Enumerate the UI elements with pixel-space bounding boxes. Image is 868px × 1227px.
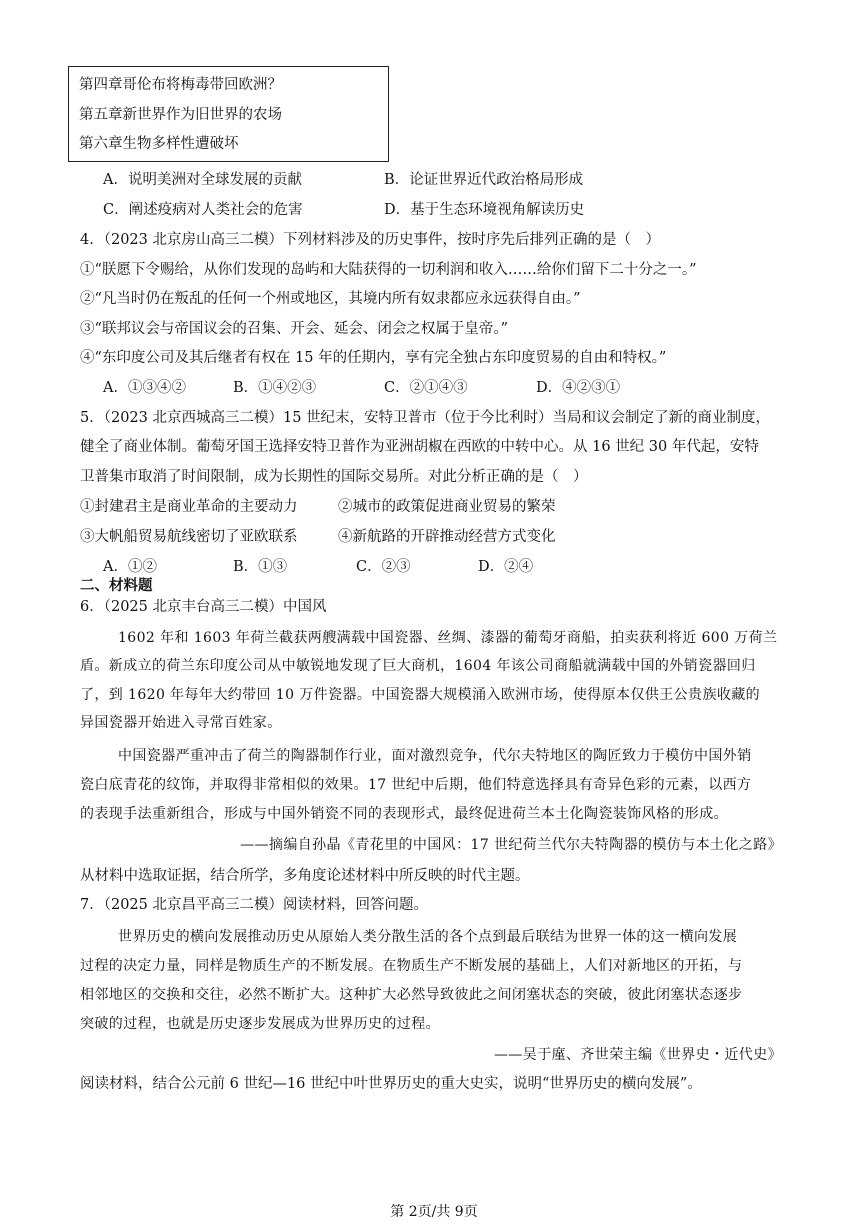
q7-material-line-2: 过程的决定力量，同样是物质生产的不断发展。在物质生产不断发展的基础上，人们对新地区的开拓，与 [80, 958, 743, 974]
q3-option-b: B．论证世界近代政治格局形成 [384, 172, 584, 188]
q5-stem-line-1: 5．（2023 北京西城高三二模）15 世纪末，安特卫普市（位于今比利时）当局和议会制定了新的商业制度， [80, 410, 771, 426]
q5-item-4: ④新航路的开辟推动经营方式变化 [338, 529, 556, 545]
q4-stem: 4．（2023 北京房山高三二模）下列材料涉及的历史事件，按时序先后排列正确的是（ ） [80, 232, 660, 248]
page-number: 第 2页/共 9页 [390, 1204, 478, 1220]
section-title: 二、材料题 [80, 577, 153, 594]
chapter-4: 第四章哥伦布将梅毒带回欧洲？ [79, 77, 282, 93]
q6-source: ——摘编自孙晶《青花里的中国风：17 世纪荷兰代尔夫特陶器的模仿与本土化之路》 [240, 837, 782, 853]
q5-option-c: C．②③ [356, 559, 411, 575]
q5-option-a: A．①② [103, 559, 157, 575]
q6-material-line-2: 盾。新成立的荷兰东印度公司从中敏锐地发现了巨大商机，1604 年该公司商船就满载中国的外销瓷器回归 [80, 658, 756, 674]
q6-stem: 6．（2025 北京丰台高三二模）中国风 [80, 599, 327, 615]
q6-material-line-7: 的表现手法重新组合，形成与中国外销瓷不同的表现形式，最终促进荷兰本土化陶瓷装饰风格的形成。 [80, 806, 728, 822]
q7-stem: 7．（2025 北京昌平高三二模）阅读材料，回答问题。 [80, 897, 428, 913]
q3-option-c: C．阐述疫病对人类社会的危害 [103, 202, 303, 218]
q4-item-2: ②“凡当时仍在叛乱的任何一个州或地区，其境内所有奴隶都应永远获得自由。” [80, 291, 581, 307]
q5-option-d: D．②④ [478, 559, 534, 575]
q5-stem-line-2: 健全了商业体制。葡萄牙国王选择安特卫普作为亚洲胡椒在西欧的中转中心。从 16 世纪 30 年代起，安特 [80, 439, 759, 455]
q6-material-line-1: 1602 年和 1603 年荷兰截获两艘满载中国瓷器、丝绸、漆器的葡萄牙商船，拍卖获利将近 600 万荷兰 [118, 630, 778, 646]
q7-material-line-4: 突破的过程，也就是历史逐步发展成为世界历史的过程。 [80, 1016, 440, 1032]
q4-option-d: D．④②③① [536, 380, 621, 396]
q4-option-a: A．①③④② [103, 380, 186, 396]
q4-item-3: ③“联邦议会与帝国议会的召集、开会、延会、闭会之权属于皇帝。” [80, 321, 509, 337]
q5-item-3: ③大帆船贸易航线密切了亚欧联系 [80, 529, 298, 545]
q6-task: 从材料中选取证据，结合所学，多角度论述材料中所反映的时代主题。 [80, 868, 530, 884]
q7-source: ——吴于廑、齐世荣主编《世界史・近代史》 [494, 1047, 782, 1063]
q6-material-line-4: 异国瓷器开始进入寻常百姓家。 [80, 715, 282, 731]
q5-stem-line-3: 卫普集市取消了时间限制，成为长期性的国际交易所。对此分析正确的是（ ） [80, 469, 588, 485]
q6-material-line-5: 中国瓷器严重冲击了荷兰的陶器制作行业，面对激烈竞争，代尔夫特地区的陶匠致力于模仿中国外销 [118, 748, 752, 764]
q7-material-line-1: 世界历史的横向发展推动历史从原始人类分散生活的各个点到最后联结为世界一体的这一横向发展 [118, 929, 738, 945]
q5-option-b: B．①③ [233, 559, 288, 575]
q4-option-c: C．②①④③ [384, 380, 468, 396]
q7-task: 阅读材料，结合公元前 6 世纪—16 世纪中叶世界历史的重大史实，说明“世界历史的横向发展”。 [80, 1076, 702, 1092]
q4-item-4: ④“东印度公司及其后继者有权在 15 年的任期内，享有完全独占东印度贸易的自由和特权。” [80, 350, 667, 366]
chapter-list-box [68, 66, 389, 162]
q5-item-1: ①封建君主是商业革命的主要动力 [80, 499, 298, 515]
chapter-5: 第五章新世界作为旧世界的农场 [79, 107, 282, 123]
q6-material-line-3: 了，到 1620 年每年大约带回 10 万件瓷器。中国瓷器大规模涌入欧洲市场，使得原本仅供王公贵族收藏的 [80, 687, 761, 703]
q5-item-2: ②城市的政策促进商业贸易的繁荣 [338, 499, 556, 515]
chapter-6: 第六章生物多样性遭破坏 [79, 136, 239, 152]
q4-option-b: B．①④②③ [233, 380, 317, 396]
q4-item-1: ①“朕愿下令赐给，从你们发现的岛屿和大陆获得的一切利润和收入……给你们留下二十分之一。” [80, 262, 697, 278]
q3-option-a: A．说明美洲对全球发展的贡献 [103, 172, 302, 188]
q6-material-line-6: 瓷白底青花的纹饰，并取得非常相似的效果。17 世纪中后期，他们特意选择具有奇异色彩的元素，以西方 [80, 777, 752, 793]
q7-material-line-3: 相邻地区的交换和交往，必然不断扩大。这种扩大必然导致彼此之间闭塞状态的突破，彼此闭塞状态逐步 [80, 987, 743, 1003]
q3-option-d: D．基于生态环境视角解读历史 [384, 202, 585, 218]
